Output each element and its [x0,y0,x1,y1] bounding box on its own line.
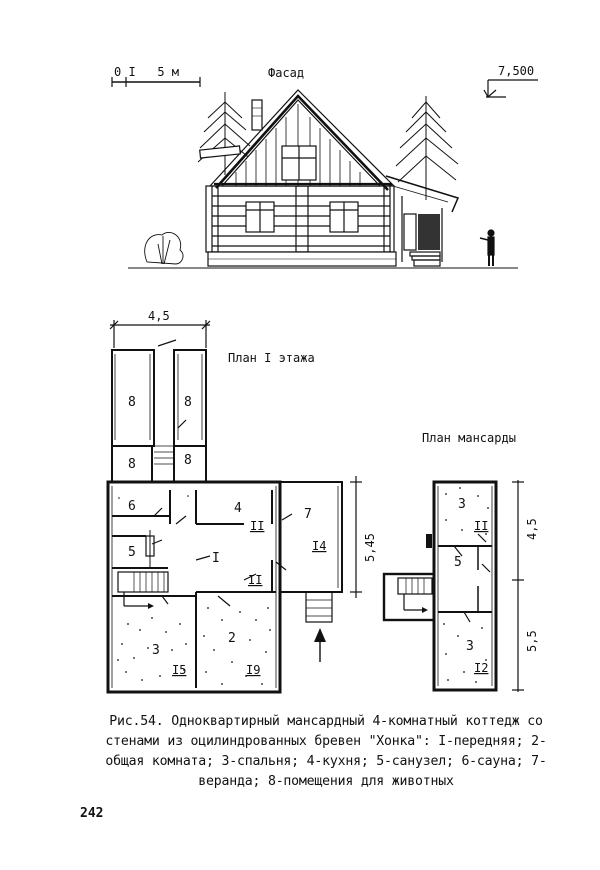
attic-title: План мансарды [422,431,516,445]
room-8b: 8 [184,395,192,410]
page-number: 242 [80,806,104,821]
room-2-area: I9 [246,663,261,677]
elevation-value: 7,500 [498,64,535,78]
plan-attic [384,480,524,692]
elevation-mark [484,80,538,97]
person-figure [480,230,494,266]
house-facade [200,90,458,266]
room-7: 7 [304,507,312,522]
room-I-area: II [248,573,263,587]
figure-caption [96,712,556,792]
caption-prefix: Рис.54. [109,714,164,729]
room-2: 2 [228,631,236,646]
bush [145,232,183,264]
room-8d: 8 [184,453,192,468]
room-3-area: I5 [172,663,187,677]
facade-title: Фасад [268,66,305,80]
room-5: 5 [128,545,136,560]
caption-text: Одноквартирный мансардный 4-комнатный коттедж со стенами из оцилиндрованных бревен "Хонка": I-передняя; 2-общая комната; 3-спальня; 4-кухня; 5-санузел; 6-сауна; 7-веранда; 8-помещения для животных [105,714,547,789]
room-8c: 8 [128,457,136,472]
room-6: 6 [128,499,136,514]
plan1-title: План I этажа [228,351,315,365]
attic-room-3b: 3 [466,639,474,654]
attic-room-3a: 3 [458,497,466,512]
room-I: I [212,551,220,566]
room-7-area: I4 [312,539,327,553]
room-8a: 8 [128,395,136,410]
room-3: 3 [152,643,160,658]
attic-dim-top: 4,5 [525,518,539,540]
tree-right [396,96,458,200]
scale-label: 0 I 5 м [114,65,180,79]
room-4: 4 [234,501,242,516]
plan1-width-dim: 4,5 [148,309,170,323]
room-4-area: II [250,519,265,533]
attic-dim-bottom: 5,5 [525,630,539,652]
attic-room-3a-area: II [474,519,489,533]
plan1-depth-dim: 5,45 [363,533,377,562]
attic-room-3b-area: I2 [474,661,489,675]
attic-room-5: 5 [454,555,462,570]
